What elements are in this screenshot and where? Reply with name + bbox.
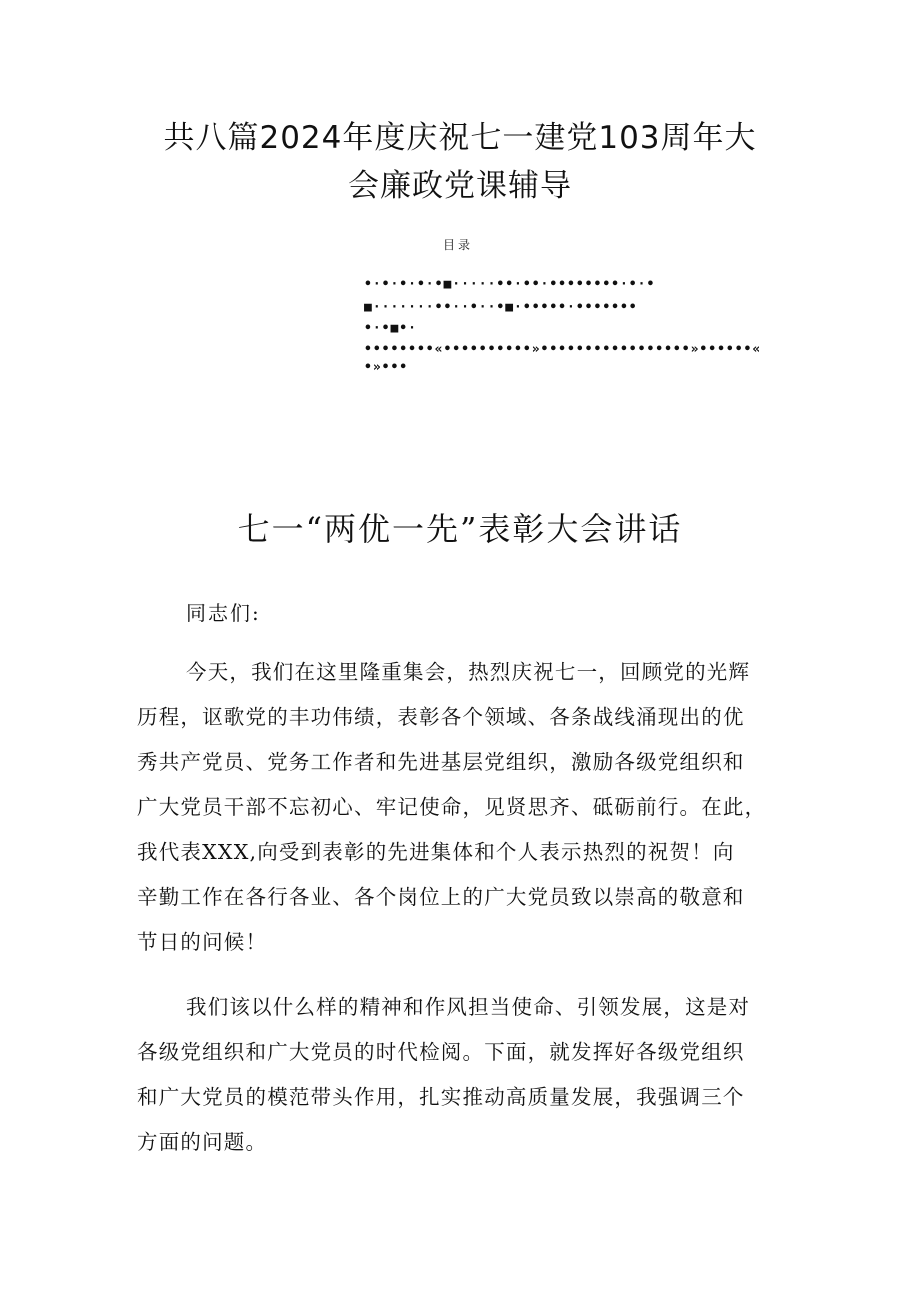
paragraph-line: 今天，我们在这里隆重集会，热烈庆祝七一，回顾党的光辉 xyxy=(186,660,751,684)
paragraph-line: 各级党组织和广大党员的时代检阅。下面，就发挥好各级党组织 xyxy=(137,1040,745,1064)
salutation: 同志们: xyxy=(186,601,261,625)
toc-line: •·•■•· xyxy=(364,321,417,336)
paragraph-line: 我代表XXX,向受到表彰的先进集体和个人表示热烈的祝贺！向 xyxy=(137,840,735,864)
document-title-line-2: 会廉政党课辅导 xyxy=(348,168,572,204)
paragraph-line: 广大党员干部不忘初心、牢记使命，见贤思齐、砥砺前行。在此， xyxy=(137,795,767,819)
toc-line: ■·······••··•··•■·•••••·••••••• xyxy=(364,300,638,315)
paragraph-line: 我们该以什么样的精神和作风担当使命、引领发展，这是对 xyxy=(186,995,751,1019)
paragraph-line: 方面的问题。 xyxy=(137,1130,268,1154)
speech-heading: 七一“两优一先”表彰大会讲话 xyxy=(237,510,683,548)
paragraph-line: 秀共产党员、党务工作者和先进基层党组织，激励各级党组织和 xyxy=(137,750,745,774)
paragraph-line: 节日的问候！ xyxy=(137,930,268,954)
toc-line: ••••••••«••••••••••»•••••••••••••••••»••••••« xyxy=(364,342,762,357)
table-of-contents-label: 目录 xyxy=(443,238,474,252)
toc-line: •»••• xyxy=(364,360,409,375)
document-title-line-1: 共八篇2024年度庆祝七一建党103周年大 xyxy=(163,120,757,156)
paragraph-line: 历程，讴歌党的丰功伟绩，表彰各个领域、各条战线涌现出的优 xyxy=(137,705,745,729)
paragraph-line: 和广大党员的模范带头作用，扎实推动高质量发展，我强调三个 xyxy=(137,1085,745,1109)
toc-line: •·•·•·•·•■·····••·••·••••••••·•·• xyxy=(364,277,656,292)
paragraph-line: 辛勤工作在各行各业、各个岗位上的广大党员致以崇高的敬意和 xyxy=(137,885,745,909)
